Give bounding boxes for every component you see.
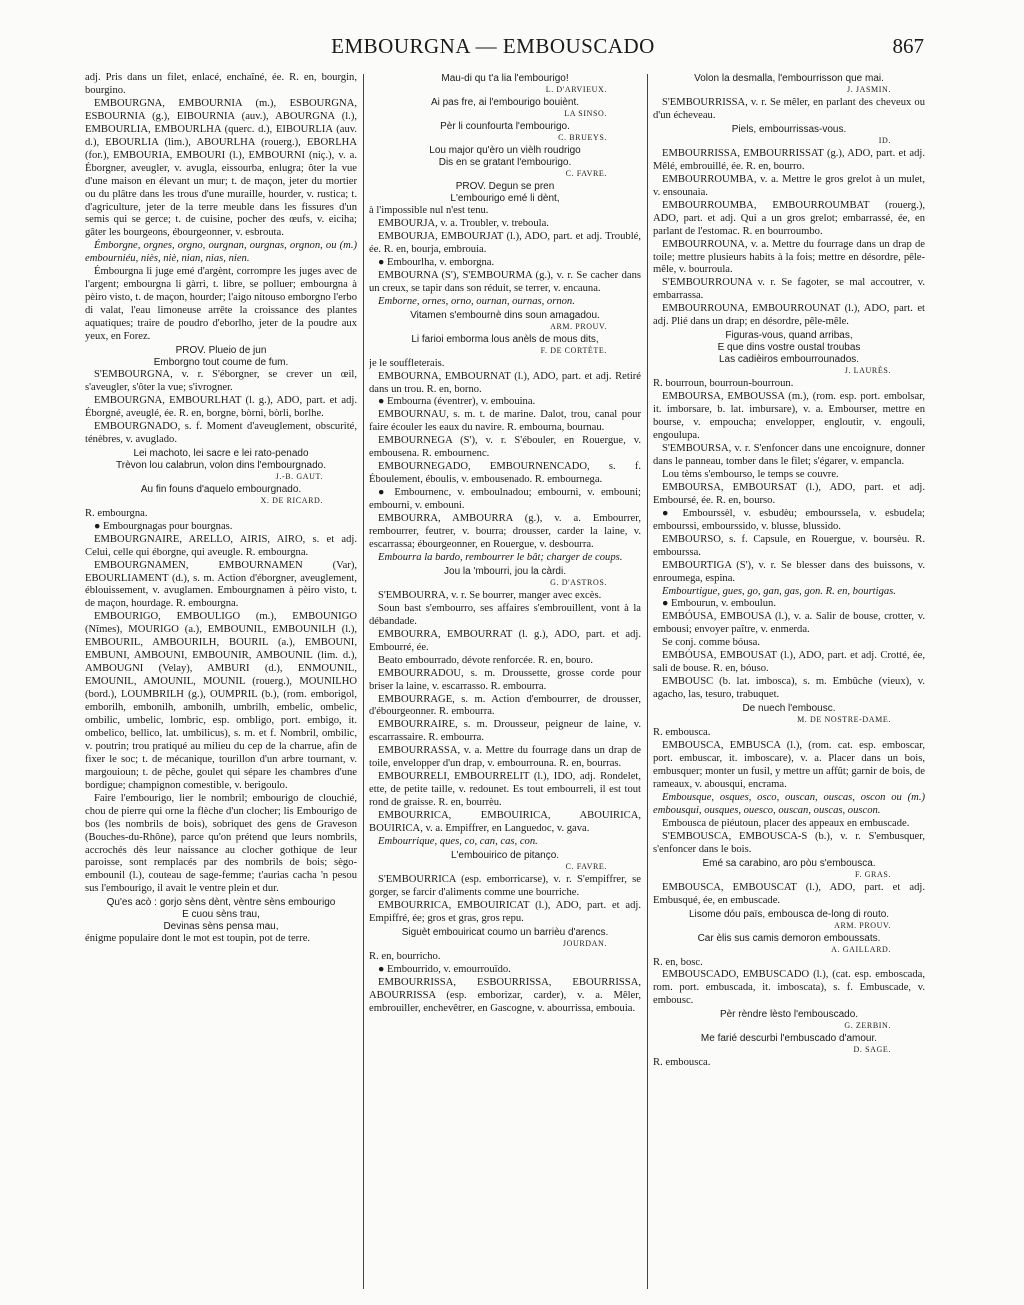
- column-divider: [647, 74, 648, 1289]
- dictionary-entry: S'EMBOURGNA, v. r. S'éborgner, se crever un œil, s'aveugler, s'ôter la vue; s'ivrogner.: [85, 369, 357, 393]
- quotation: Vitamen s'embournè dins soun amagadou.: [410, 309, 600, 321]
- quotation: Piels, embourrissas-vous.: [731, 123, 847, 135]
- dictionary-entry: EMBOURRICA, EMBOUIRICA, ABOUIRICA, BOUIRICA, v. a. Empiffrer, en Languedoc, v. gava.: [369, 810, 641, 835]
- dictionary-entry: ● Embournenc, v. emboulnadou; embourni, v. embouni; embourni, v. embouni.: [369, 487, 641, 512]
- dictionary-entry: EMBOURNA (S'), S'EMBOURMA (g.), v. r. Se cacher dans un creux, se tapir dans son réduit, se terrer, v. encauna.: [369, 269, 641, 294]
- quotation: Lisome dóu païs, embousca de-long di routo.: [688, 908, 890, 920]
- dictionary-entry: ● Embourun, v. emboulun.: [662, 598, 776, 610]
- dictionary-entry: ● Embourna (éventrer), v. embouina.: [378, 396, 536, 408]
- dictionary-entry: EMBOURGNA, EMBOURNIA (m.), ESBOURGNA, ESBOURNIA (g.), EIBOURNIA (auv.), ABOURGNA (l.), EMBOURLIA, EMBOURLHA (querc. d.), EIBOURLIA (auv. d.), EBOURLIA (lim.), ABOURLHA (rouerg.), EBORLHA (for.), EMBOURIA, EMBOURI (l.), EMBOURNI (niç.), v. a. Éborgner, aveugler, v. avugla, eissourba, enlugra; ôter la vue d'une maison en élevant un mur; t. de maçon, jeter du mortier ou du plâtre dans les trous d'une muraille, hourder, v. rustica; t. d'agriculture, jeter de la terre meuble dans les fissures d'un semis qui se gerce; t. de cuisine, pocher des œufs, v. eiciha; gâter les bourgeons, ébourgeonner, v. esbrouta.: [85, 97, 357, 239]
- quotation: Me farié descurbi l'embuscado d'amour.: [700, 1033, 878, 1045]
- quotation: Au fin founs d'aquelo embourgnado.: [140, 483, 302, 495]
- dictionary-entry: R. embourgna.: [85, 507, 148, 519]
- dictionary-entry: Se conj. comme bóusa.: [662, 637, 760, 649]
- dictionary-entry: EMBOUSCADO, EMBUSCADO (l.), (cat. esp. emboscada, rom. port. embuscada, it. imboscata), s. f. Embuscade, v. embousc.: [653, 969, 925, 1007]
- dictionary-entry: EMBOURROUMBA, EMBOURROUMBAT (rouerg.), ADO, part. et adj. Qui a un gros grelot; embarrassé, ée, en parlant de l'estomac. R. en bourroumbo.: [653, 199, 925, 237]
- dictionary-entry: EMBOUSCA, EMBOUSCAT (l.), ADO, part. et adj. Embusqué, ée, en embuscade.: [653, 881, 925, 906]
- dictionary-entry: EMBOURSA, EMBOURSAT (l.), ADO, part. et adj. Emboursé, ée. R. en, bourso.: [653, 481, 925, 506]
- dictionary-entry: EMBÓUSA, EMBOUSAT (l.), ADO, part. et adj. Crotté, ée, sali de bouse. R. en, bóuso.: [653, 650, 925, 675]
- dictionary-entry: R. embousca.: [653, 727, 711, 739]
- dictionary-entry: Emborne, ornes, orno, ournan, ournas, ornon.: [378, 295, 575, 307]
- quotation: L'embouirico de pitanço.: [450, 849, 560, 861]
- dictionary-entry: Lou tèms s'embourso, le temps se couvre.: [662, 468, 839, 480]
- dictionary-entry: R. bourroun, bourroun-bourroun.: [653, 378, 794, 390]
- dictionary-entry: EMBOURNEGADO, EMBOURNENCADO, s. f. Éboulement, éboulis, v. embousenado. R. embournega.: [369, 461, 641, 486]
- dictionary-entry: EMBÓUSA, EMBOUSA (l.), v. a. Salir de bouse, crotter, v. embousi; envoyer paître, v. enmerda.: [653, 611, 925, 636]
- quotation: Lei machoto, lei sacre e lei rato-penado Trèvon lou calabrun, volon dins l'embourgnado.: [116, 447, 326, 471]
- quotation: PROV. Degun se pren L'embourigo emé li dènt,: [450, 181, 560, 204]
- quotation-author: M. DE NOSTRE-DAME.: [797, 715, 891, 725]
- column-middle: [369, 72, 641, 1297]
- quotation-author: L. D'ARVIEUX.: [545, 85, 607, 94]
- dictionary-entry: EMBOURGNAMEN, EMBOURNAMEN (Var), EBOURLIAMENT (d.), s. m. Action d'éborgner, aveuglement, éblouissement, v. avuglamen. Embourgnamen à pèiro visto, t. de maçon, hourdage. R. embourgna.: [85, 559, 357, 610]
- quotation: Jou la 'mbourri, jou la càrdi.: [444, 565, 566, 577]
- dictionary-entry: EMBOURRASSA, v. a. Mettre du fourrage dans un drap de toile, envelopper d'un drap, v. embourrouna. R. en, bourras.: [369, 745, 641, 770]
- quotation-author: J.-B. GAUT.: [275, 471, 323, 481]
- dictionary-entry: Embousque, osques, osco, ouscan, ouscas, oscon ou (m.) embousqui, ousques, ouesco, ouscan, ouscas, ouscon.: [653, 791, 925, 816]
- quotation: Volon la desmalla, l'embourrisson que mai.: [694, 73, 884, 84]
- dictionary-entry: ● Embourrido, v. emourrouïdo.: [378, 963, 511, 975]
- dictionary-entry: Émbourgna li juge emé d'argènt, corrompre les juges avec de l'argent; embourgna li gàrri, t. libre, se polluer; embourgna à pèiro visto, t. de maçon, hourder; l'aigo nitouso emborgno l'erbo di valat, l'eau limoneuse arrête la croissance des plantes aquatiques; traire de poudro d'eborlho, jeter de la poudre aux yeux, en Forez.: [85, 266, 357, 343]
- quotation-author: JOURDAN.: [562, 938, 607, 948]
- column-left: [85, 72, 357, 1297]
- quotation-author: F. GRAS.: [855, 869, 891, 879]
- dictionary-entry: R. en, bosc.: [653, 956, 703, 968]
- quotation-author: ARM. PROUV.: [550, 321, 607, 331]
- dictionary-entry: EMBOURRAIRE, s. m. Drousseur, peigneur de laine, v. escarrassaire. R. embourra.: [369, 719, 641, 744]
- quotation-author: LA SINSO.: [564, 109, 607, 118]
- quotation-author: J. JASMIN.: [846, 85, 891, 94]
- quotation: Emé sa carabino, aro pòu s'embousca.: [702, 857, 876, 869]
- quotation-author: G. D'ASTROS.: [550, 577, 607, 587]
- dictionary-entry: je le souffleterais.: [369, 357, 445, 369]
- quotation-author: J. LAURÈS.: [844, 366, 891, 376]
- dictionary-entry: EMBOURIGO, EMBOULIGO (m.), EMBOUNIGO (Nîmes), MOURIGO (a.), EMBOUNIL, EMBOUNILH (l.), EMBOURIL, AMBOURILH, BOURIL (a.), EMBOUNI, EMBUNI, AMBOUNI, EMBOUNIR, AMBOUNIL (lim. d.), AMBOUGNI (Velay), AMBURI (d.), ENMOUNIL, EMOUNIL, AMOUNIL, MOUNIL (rouerg.), MOUNILHO (bord.), LOUMBRILH (g.), OUMPRIL (b.), (rom. emborigol, emborilh, embonilh, ambonilh, umbrilh, embelic, ombelic, ombilic, umbelic, lombric, esp. ombligo, port. embigo, it. ombelico, bellico, lat. umbilicus), s. m. et f. Nombril, ombilic, v. poutrin; trou pratiqué au milieu du cep de la charrue, afin de fixer le soc; t. de mécanique, tourillon d'un arbre tournant, v. margouioun; t. de pêche, goulet qui sépare les chambres d'une bordigue; champignon comestible, v. berigoulo.: [85, 611, 357, 791]
- quotation-author: C. BRUEYS.: [558, 133, 607, 142]
- dictionary-entry: EMBOURROUNA, EMBOURROUNAT (l.), ADO, part. et adj. Plié dans un drap; en désordre, pêle-mêle.: [653, 303, 925, 328]
- page-header: [62, 34, 924, 62]
- dictionary-entry: EMBOURRICA, EMBOUIRICAT (l.), ADO, part. et adj. Empiffré, ée; gros et gras, gros repu.: [369, 899, 641, 924]
- quotation-author: G. ZERBIN.: [844, 1021, 891, 1031]
- column-divider: [363, 74, 364, 1289]
- dictionary-entry: EMBOURJA, v. a. Troubler, v. treboula.: [378, 217, 549, 229]
- quotation: Lou major qu'èro un vièlh roudrigo Dis en se gratant l'embourigo.: [429, 145, 581, 168]
- dictionary-entry: S'EMBOURRA, v. r. Se bourrer, manger avec excès.: [378, 589, 602, 601]
- dictionary-entry: EMBOUSC (b. lat. imbosca), s. m. Embûche (vieux), v. agacho, las, tesuro, trabuquet.: [653, 676, 925, 701]
- quotation-author: D. SAGE.: [853, 1045, 891, 1055]
- dictionary-entry: EMBOURRISSA, EMBOURRISSAT (g.), ADO, part. et adj. Mêlé, embrouillé, ée. R. en, bourro.: [653, 147, 925, 172]
- quotation: Ai pas fre, ai l'embourigo bouiènt.: [430, 97, 580, 108]
- quotation: De nuech l'embousc.: [742, 703, 836, 715]
- dictionary-entry: EMBOURRELI, EMBOURRELIT (l.), IDO, adj. Rondelet, ette, de petite taille, v. redounet. Es tout embourreli, il est tout rond de graisse. R. en, bourrèu.: [369, 771, 641, 809]
- dictionary-entry: Embourrique, ques, co, can, cas, con.: [378, 835, 538, 847]
- dictionary-columns: [85, 72, 925, 1297]
- dictionary-entry: EMBOURGNADO, s. f. Moment d'aveuglement, obscurité, ténèbres, v. avuglado.: [85, 420, 357, 445]
- dictionary-entry: Beato embourrado, dévote renforcée. R. en, bouro.: [378, 654, 594, 666]
- page-title: EMBOURGNA — EMBOUSCADO: [331, 34, 655, 58]
- dictionary-entry: R. embousca.: [653, 1057, 711, 1069]
- quotation: Figuras-vous, quand arribas, E que dins vostre oustal troubas Las cadièiros embourrounados.: [717, 330, 861, 366]
- dictionary-entry: à l'impossible nul n'est tenu.: [369, 205, 489, 216]
- dictionary-entry: adj. Pris dans un filet, enlacé, enchaîné, ée. R. en, bourgin, bourgino.: [85, 72, 357, 96]
- dictionary-entry: EMBOURTIGA (S'), v. r. Se blesser dans des buissons, v. enroumega, espina.: [653, 559, 925, 584]
- dictionary-entry: EMBOURROUNA, v. a. Mettre du fourrage dans un drap de toile; mettre plusieurs habits à la fois; mettre en désordre, pêle-mêle, v. bourroula.: [653, 238, 925, 276]
- dictionary-entry: EMBOURRADOU, s. m. Droussette, grosse corde pour briser la laine, v. escarrasso. R. embourra.: [369, 667, 641, 692]
- dictionary-entry: énigme populaire dont le mot est toupin, pot de terre.: [85, 933, 311, 945]
- dictionary-entry: Embourtigue, gues, go, gan, gas, gon. R. en, bourtigas.: [662, 585, 896, 597]
- dictionary-entry: Embourra la bardo, rembourrer le bât; charger de coups.: [378, 551, 623, 563]
- quotation: Pèr rèndre lèsto l'embouscado.: [719, 1009, 859, 1021]
- quotation-author: F. DE CORTÈTE.: [540, 345, 607, 355]
- page-number: 867: [892, 34, 924, 58]
- column-right: [653, 72, 925, 1297]
- quotation: Pèr li counfourta l'embourigo.: [440, 121, 570, 132]
- dictionary-entry: EMBOURRAGE, s. m. Action d'embourrer, de drousser, d'ébourgeonner. R. embourra.: [369, 693, 641, 718]
- quotation-author: ARM. PROUV.: [834, 920, 891, 930]
- quotation: Siguèt embouiricat coumo un barrièu d'arencs.: [401, 926, 609, 938]
- dictionary-entry: EMBOURNEGA (S'), v. r. S'ébouler, en Rouergue, v. embousena. R. embournenc.: [369, 435, 641, 460]
- dictionary-entry: S'EMBOURSA, v. r. S'enfoncer dans une encoignure, donner dans le panneau, tomber dans le filet; s'égarer, v. empancla.: [653, 443, 925, 467]
- quotation: Qu'es acò : gorjo sèns dènt, vèntre sèns embourigo E cuou sèns trau, Devinas sèns pensa mau,: [106, 897, 336, 933]
- dictionary-entry: EMBOURNA, EMBOURNAT (l.), ADO, part. et adj. Retiré dans un trou. R. en, borno.: [369, 370, 641, 395]
- dictionary-entry: ● Embourssèl, v. esbudèu; embourssela, v. esbudela; embourssi, embourssido, v. blusse, blussido.: [653, 507, 925, 532]
- dictionary-entry: EMBOURGNAIRE, ARELLO, AIRIS, AIRO, s. et adj. Celui, celle qui éborgne, qui aveugle. R. embourgna.: [85, 533, 357, 558]
- dictionary-entry: EMBOURROUMBA, v. a. Mettre le gros grelot à un mulet, v. ensounaia.: [653, 173, 925, 198]
- dictionary-entry: EMBOUSCA, EMBUSCA (l.), (rom. cat. esp. emboscar, port. embuscar, it. imboscare), v. a. Placer dans un bois, embusquer; monter un fusil, y mettre un affût; garnir de bois, de rameaux, v. abousqui, encrama.: [653, 740, 925, 790]
- quotation-author: A. GAILLARD.: [831, 944, 891, 954]
- dictionary-entry: EMBOURNAU, s. m. t. de marine. Dalot, trou, canal pour faire écouler les eaux du navire. R. embourna, bournau.: [369, 409, 641, 434]
- quotation: Mau-di qu t'a lia l'embourigo!: [441, 73, 569, 84]
- quotation-author: C. FAVRE.: [565, 861, 607, 871]
- dictionary-entry: S'EMBOURRISSA, v. r. Se mêler, en parlant des cheveux ou d'un écheveau.: [653, 97, 925, 121]
- dictionary-entry: ● Embourlha, v. emborgna.: [378, 256, 495, 268]
- quotation: Car èlis sus camis demoron emboussats.: [697, 932, 881, 944]
- dictionary-entry: EMBOURRA, AMBOURRA (g.), v. a. Embourrer, rembourrer, feutrer, v. bourra; drousser, carder la laine, v. escarrassa; ébourgeonner, en Rouergue, v. desbourra.: [369, 513, 641, 550]
- dictionary-entry: Embousca de piéutoun, placer des appeaux en embuscade.: [662, 817, 910, 829]
- dictionary-entry: R. en, bourricho.: [369, 950, 441, 962]
- quotation-author: X. DE RICARD.: [260, 495, 323, 505]
- quotation: PROV. Plueio de jun Emborgno tout coume de fum.: [153, 345, 289, 369]
- dictionary-entry: Soun bast s'embourro, ses affaires s'embrouillent, vont à la débandade.: [369, 602, 641, 627]
- dictionary-entry: S'EMBOURROUNA v. r. Se fagoter, se mal accoutrer, v. embarrassa.: [653, 277, 925, 302]
- dictionary-entry: ● Embourgnagas pour bourgnas.: [94, 520, 233, 532]
- dictionary-entry: Émborgne, orgnes, orgno, ourgnan, ourgnas, orgnon, ou (m.) embourniéu, niès, niè, nian, nias, nien.: [85, 240, 357, 265]
- dictionary-entry: S'EMBOUSCA, EMBOUSCA-S (b.), v. r. S'embusquer, s'enfoncer dans le bois.: [653, 830, 925, 855]
- quotation: Li farioi emborma lous anèls de mous dits,: [411, 333, 599, 345]
- dictionary-entry: EMBOURGNA, EMBOURLHAT (l. g.), ADO, part. et adj. Éborgné, aveuglé, ée. R. en, borgne, bòrni, bòrli, borlhe.: [85, 394, 357, 419]
- dictionary-entry: EMBOURRISSA, ESBOURRISSA, EBOURRISSA, ABOURRISSA (esp. emborizar, carder), v. a. Mêler, embrouiller, enchevêtrer, en Gascogne, v. abourrissa, embouia.: [369, 976, 641, 1014]
- dictionary-entry: Faire l'embourigo, lier le nombril; embourigo de clouchié, chou de pierre qui orne la flèche d'un clocher; lis Embourigo de bos (les nombrils de bois), sobriquet des gens de Graveson (Bouches-du-Rhône), parce qu'on prétend que leurs nombrils, accrochés dès leur naissance au clocher gothique de leur paroisse, sont remplacés par des nombrils de bois; sègo-embounil (l.), couteau de sage-femme; t'aurias cacha 'n pesou sus l'embourigo, il avait le ventre plein et dur.: [85, 792, 357, 895]
- dictionary-entry: EMBOURSO, s. f. Capsule, en Rouergue, v. boursèu. R. embourssa.: [653, 533, 925, 558]
- quotation-author: ID.: [878, 135, 891, 145]
- dictionary-entry: S'EMBOURRICA (esp. emborricarse), v. r. S'empiffrer, se gorger, se farcir d'aliments comme une bourriche.: [369, 873, 641, 898]
- dictionary-entry: EMBOURJA, EMBOURJAT (l.), ADO, part. et adj. Troublé, ée. R. en, bourja, embrouia.: [369, 230, 641, 255]
- dictionary-entry: EMBOURSA, EMBOUSSA (m.), (rom. esp. port. embolsar, it. imborsare, b. lat. imbursare), v. a. Embourser, mettre en bourse, v. empoucha; envelopper, engloutir, v. engouli, engoulupa.: [653, 391, 925, 442]
- dictionary-entry: EMBOURRA, EMBOURRAT (l. g.), ADO, part. et adj. Embourré, ée.: [369, 628, 641, 653]
- quotation-author: C. FAVRE.: [565, 169, 607, 178]
